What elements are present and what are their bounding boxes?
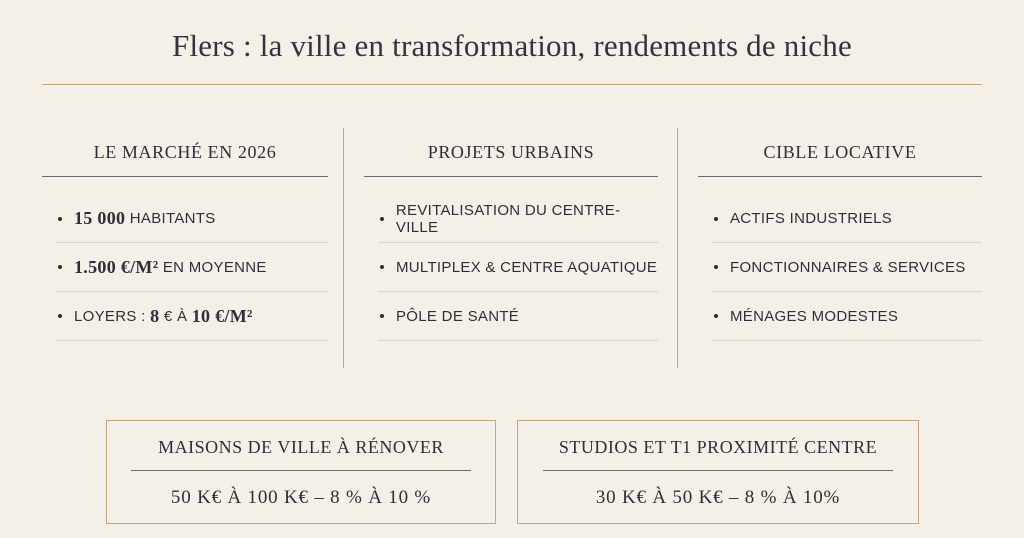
studio-card-value: 30 K€ À 50 K€ – 8 % À 10%	[595, 487, 841, 508]
bullet-icon	[714, 265, 718, 269]
list-item: PÔLE DE SANTÉ	[378, 292, 658, 341]
page-title: Flers : la ville en transformation, rendements de niche	[172, 28, 852, 63]
urban-projects-heading: PROJETS URBAINS	[364, 128, 658, 177]
list-item: MÉNAGES MODESTES	[712, 292, 982, 341]
list-item: FONCTIONNAIRES & SERVICES	[712, 243, 982, 292]
column-divider	[677, 128, 678, 368]
bullet-icon	[380, 217, 384, 221]
rental-target-column	[698, 128, 982, 341]
market-list	[42, 177, 328, 341]
market-column	[42, 128, 328, 341]
list-item: REVITALISATION DU CENTRE-VILLE	[378, 177, 658, 243]
urban-projects-column	[364, 128, 658, 341]
studio-card	[517, 420, 919, 524]
list-item: LOYERS : 8 € À 10 €/M²	[56, 292, 328, 341]
bullet-icon	[714, 314, 718, 318]
bullet-icon	[58, 217, 62, 221]
bullet-icon	[58, 265, 62, 269]
bullet-icon	[714, 217, 718, 221]
rental-target-heading: CIBLE LOCATIVE	[698, 128, 982, 177]
bullet-icon	[380, 314, 384, 318]
townhouse-card-heading: MAISONS DE VILLE À RÉNOVER	[131, 437, 471, 471]
title-divider	[42, 84, 982, 85]
column-divider	[343, 128, 344, 368]
urban-projects-list	[364, 177, 658, 341]
list-item: 1.500 €/M² EN MOYENNE	[56, 243, 328, 292]
studio-card-heading: STUDIOS ET T1 PROXIMITÉ CENTRE	[543, 437, 893, 471]
rental-target-list	[698, 177, 982, 341]
townhouse-card	[106, 420, 496, 524]
market-heading: LE MARCHÉ EN 2026	[42, 128, 328, 177]
bullet-icon	[380, 265, 384, 269]
list-item: MULTIPLEX & CENTRE AQUATIQUE	[378, 243, 658, 292]
bullet-icon	[58, 314, 62, 318]
list-item: ACTIFS INDUSTRIELS	[712, 177, 982, 243]
list-item: 15 000 HABITANTS	[56, 177, 328, 243]
townhouse-card-value: 50 K€ À 100 K€ – 8 % À 10 %	[170, 487, 432, 508]
